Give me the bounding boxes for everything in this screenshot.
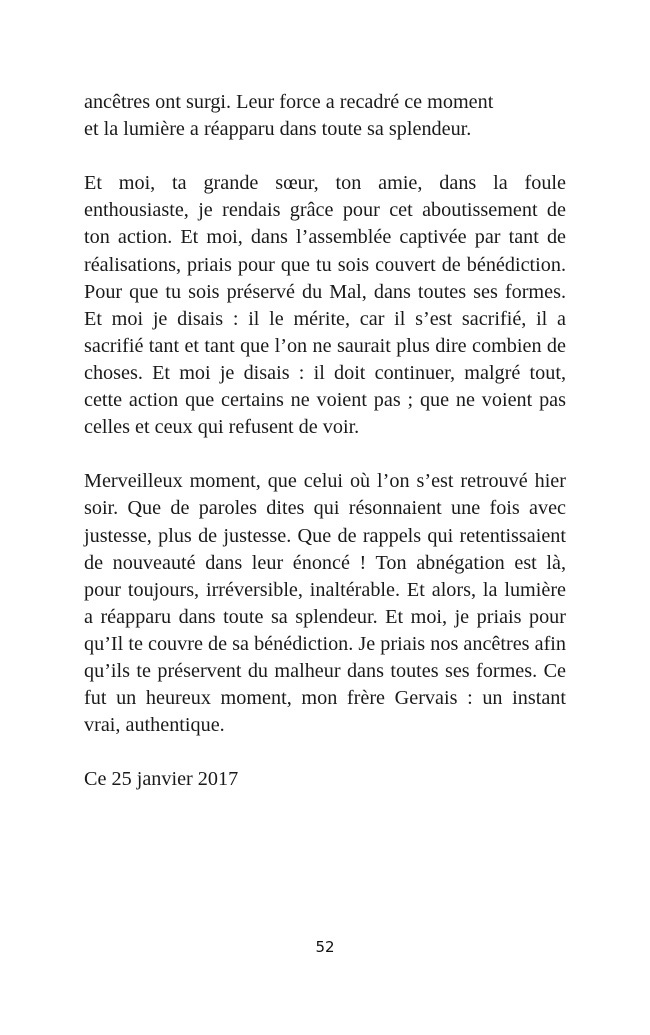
date-signature: Ce 25 janvier 2017 <box>84 768 239 791</box>
paragraph-sister-prayer: Et moi, ta grande sœur, ton amie, dans la foule enthousiaste, je rendais grâce pour cet aboutissement de ton action. Et moi, dans l’assemblée captivée par tant de réalisations, priais pour que tu sois couvert de bénédiction. Pour que tu sois préservé du Mal, dans toutes ses formes. Et moi je disais : il le mérite, car il s’est sacrifié, il a sacrifié tant et tant que l’on ne saurait plus dire combien de choses. Et moi je disais : il doit continuer, malgré tout, cette action que certains ne voient pas ; que ne voient pas celles et ceux qui refusent de voir. <box>84 172 566 439</box>
page-number: 52 <box>315 938 335 956</box>
paragraph-wonderful-moment: Merveilleux moment, que celui où l’on s’est retrouvé hier soir. Que de paroles dites qui résonnaient une fois avec justesse, plus de justesse. Que de rappels qui retentissaient de nouveauté dans leur énoncé ! Ton abnégation est là, pour toujours, irréversible, inaltérable. Et alors, la lumière a réapparu dans toute sa splendeur. Et moi, je priais pour qu’Il te couvre de sa bénédiction. Je priais nos ancêtres afin qu’ils te préservent du malheur dans toutes ses formes. Ce fut un heureux moment, mon frère Gervais : un instant vrai, authentique. <box>84 470 566 737</box>
page-body <box>84 89 566 793</box>
paragraph-opening <box>84 89 566 143</box>
text-line: et la lumière a réapparu dans toute sa splendeur. <box>84 118 472 141</box>
text-line: ancêtres ont surgi. Leur force a recadré ce moment <box>84 91 494 113</box>
